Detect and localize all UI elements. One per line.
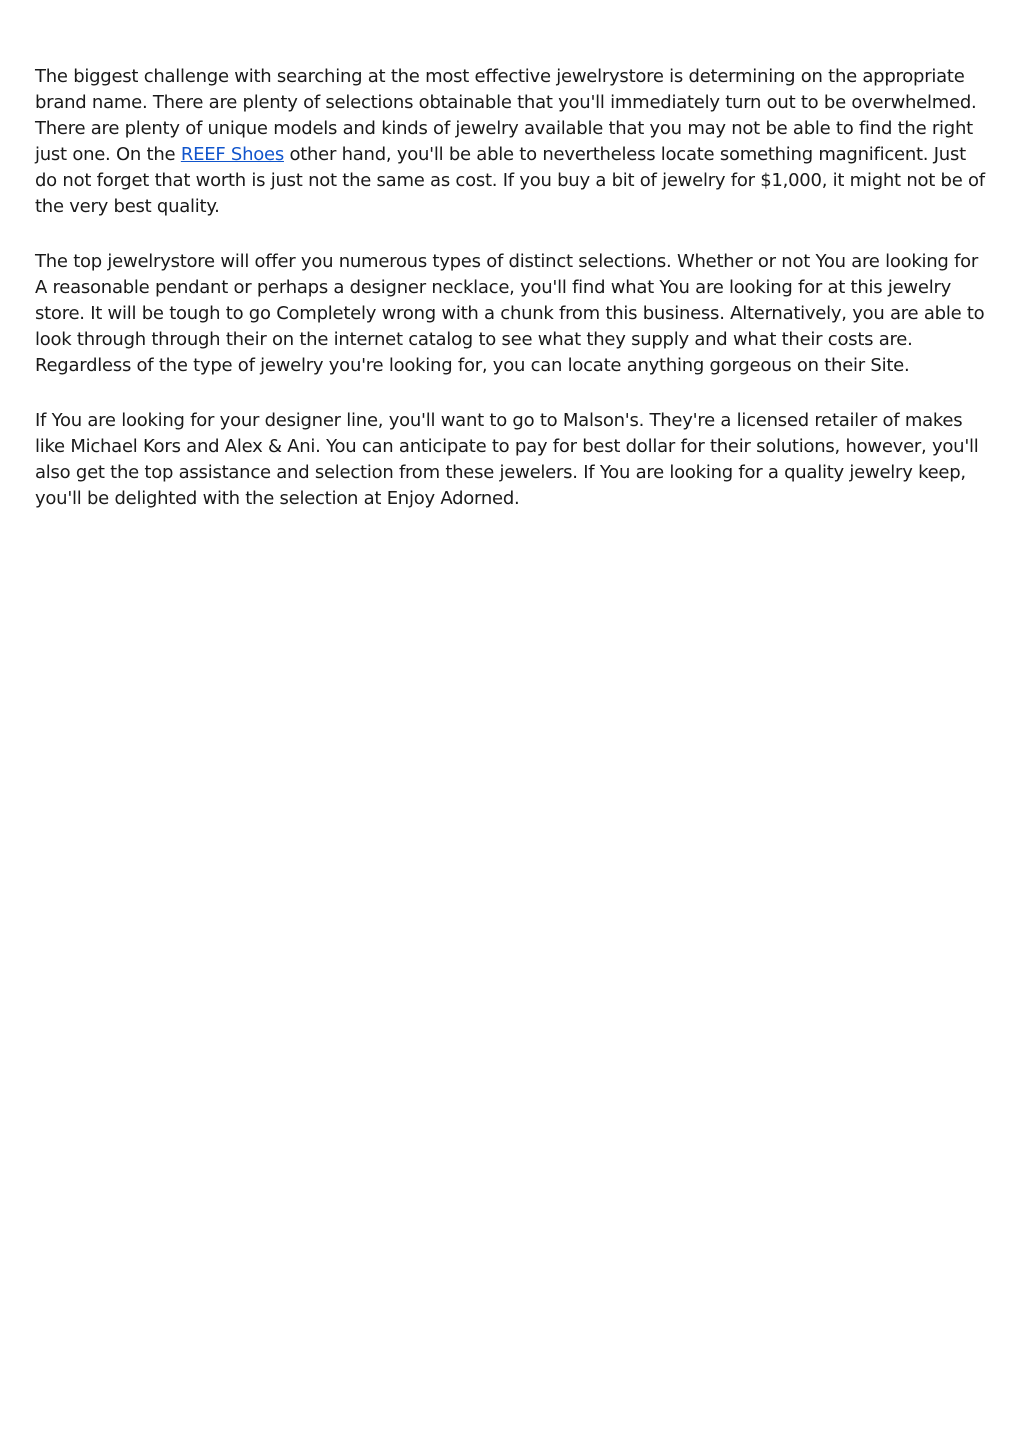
paragraph-3: If You are looking for your designer line, you'll want to go to Malson's. They're a licensed retailer of makes like Michael Kors and Alex & Ani. You can anticipate to pay for best dollar for their solutions, however, you'll also get the top assistance and selection from these jewelers. If You are looking for a quality jewelry keep, you'll be delighted with the selection at Enjoy Adorned. (35, 410, 979, 509)
paragraph-1-text-before-link: The biggest challenge with searching at the most effective jewelrystore is determining on the appropriate brand name. There are plenty of selections obtainable that you'll immediately turn out to be overwhelmed. There are plenty of unique models and kinds of jewelry available that you may not be able to find the right just one. On the (35, 66, 977, 165)
paragraph-1 (35, 64, 993, 220)
paragraph-2: The top jewelrystore will offer you numerous types of distinct selections. Whether or not You are looking for A reasonable pendant or perhaps a designer necklace, you'll find what You are looking for at this jewelry store. It will be tough to go Completely wrong with a chunk from this business. Alternatively, you are able to look through through their on the internet catalog to see what they supply and what their costs are. Regardless of the type of jewelry you're looking for, you can locate anything gorgeous on their Site. (35, 251, 985, 376)
reef-shoes-link[interactable]: REEF Shoes (180, 144, 284, 165)
document-body (35, 64, 993, 541)
paragraph-1-text-after-link: other hand, you'll be able to nevertheless locate something magnificent. Just do not forget that worth is just not the same as cost. If you buy a bit of jewelry for $1,000, it might not be of the very best quality. (35, 144, 985, 217)
